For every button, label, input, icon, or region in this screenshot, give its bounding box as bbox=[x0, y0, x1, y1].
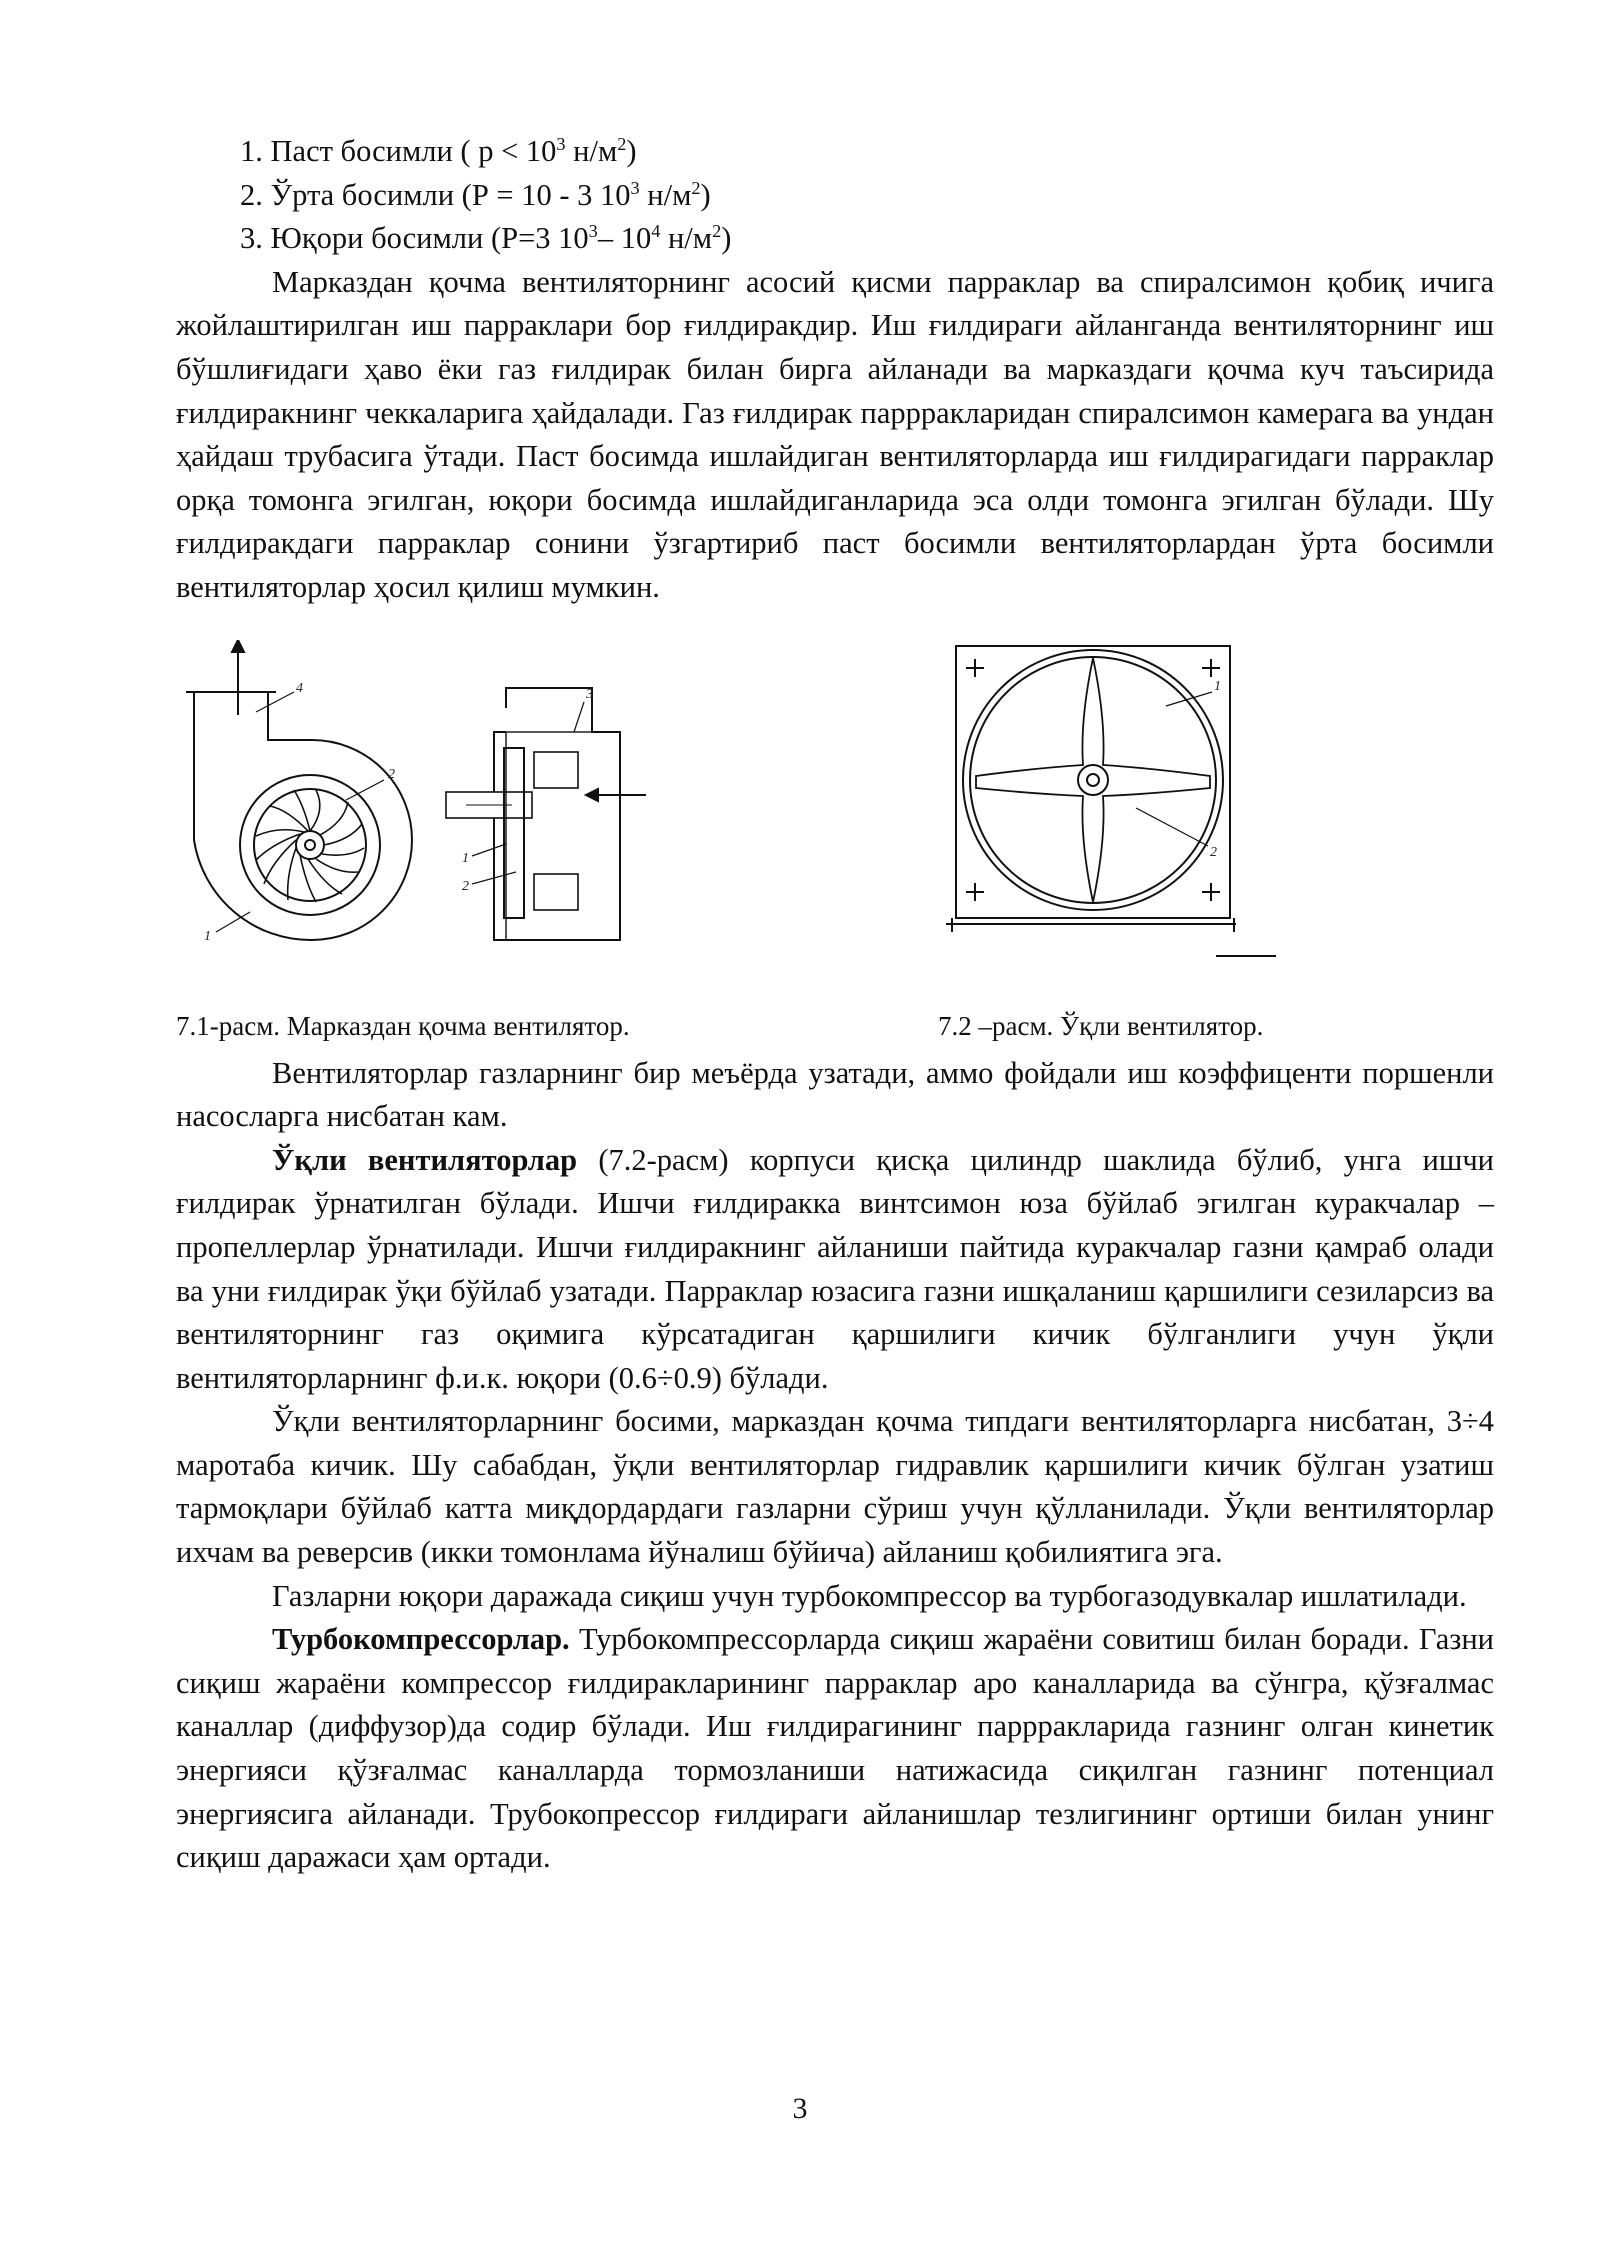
document-page bbox=[176, 130, 1494, 1880]
paragraph: Ўқли вентиляторлар (7.2-расм) корпуси қисқа цилиндр шаклида бўлиб, унга ишчи ғилдирак ўрнатилган бўлади. Ишчи ғилдиракка винтсимон юза бўйлаб эгилган куракчалар – пропеллерлар ўрнатилади. Ишчи ғилдиракнинг айланиши пайтида куракчалар газни қамраб олади ва уни ғилдирак ўқи бўйлаб узатади. Парраклар юзасига газни ишқаланиш қаршилиги сезиларсиз ва вентиляторнинг газ оқимига кўрсатадиган қаршилиги кичик бўлганлиги учун ўқли вентиляторларнинг ф.и.к. юқори (0.6÷0.9) бўлади. bbox=[176, 1142, 1494, 1395]
figures-row bbox=[176, 640, 1494, 960]
label-1: 1 bbox=[1214, 678, 1221, 694]
figure-caption: 7.1-расм. Марказдан қочма вентилятор. bbox=[176, 1010, 630, 1041]
label-2: 2 bbox=[1210, 844, 1217, 860]
label-1: 1 bbox=[462, 850, 469, 866]
paragraph: Вентиляторлар газларнинг бир меъёрда узатади, аммо фойдали иш коэффиценти поршенли насосларга нисбатан кам. bbox=[176, 1055, 1494, 1134]
list-item: 3. Юқори босимли (Р=3 $10^3-$ $10^4$ $н/м^2$) bbox=[240, 221, 732, 256]
term-heading: Ўқли вентиляторлар bbox=[272, 1142, 578, 1177]
page-number: 3 bbox=[792, 2092, 808, 2125]
paragraph: Марказдан қочма вентиляторнинг асосий қисми парраклар ва спиралсимон қобиқ ичига жойлаштирилган иш парраклари бор ғилдиракдир. Иш ғилдираги айланганда вентиляторнинг иш бўшлиғидаги ҳаво ёки газ ғилдирак билан бирга айланади ва марказдаги қочма куч таъсирида ғилдиракнинг чеккаларига ҳайдалади. Газ ғилдирак паррракларидан спиралсимон камерага ва ундан ҳайдаш трубасига ўтади. Паст босимда ишлайдиган вентиляторларда иш ғилдирагидаги парраклар орқа томонга эгилган, юқори босимда ишлайдиганларида эса олди томонга эгилган бўлади. Шу ғилдиракдаги парраклар сонини ўзгартириб паст босимли вентиляторлардан ўрта босимли вентиляторлар ҳосил қилиш мумкин. bbox=[176, 264, 1494, 604]
label-2: 2 bbox=[462, 878, 469, 894]
label-2: 2 bbox=[388, 766, 395, 782]
label-3: 3 bbox=[586, 686, 593, 702]
paragraph: Турбокомпрессорлар. Турбокомпрессорларда сиқиш жараёни совитиш билан боради. Газни сиқиш жараёни компрессор ғилдиракларининг парраклар аро каналларида ва сўнгра, қўзғалмас каналлар (диффузор)да содир бўлади. Иш ғилдирагининг паррракларида газнинг олган кинетик энергияси қўзғалмас каналларда тормозланиши натижасида сиқилган газнинг потенциал энергиясига айланади. Трубокопрессор ғилдираги айланишлар тезлигининг ортиши билан унинг сиқиш даражаси ҳам ортади. bbox=[176, 1622, 1494, 1875]
list-item: 2. Ўрта босимли (Р = 10 - 3 $10^3$ $н/м^2$) bbox=[240, 177, 711, 212]
paragraph: Ўқли вентиляторларнинг босими, марказдан қочма типдаги вентиляторларга нисбатан, 3÷4 маротаба кичик. Шу сабабдан, ўқли вентиляторлар гидравлик қаршилиги кичик бўлган узатиш тармоқлари бўйлаб катта миқдордардаги газларни сўриш учун қўлланилади. Ўқли вентиляторлар ихчам ва реверсив (икки томонлама йўналиш бўйича) айланиш қобилиятига эга. bbox=[176, 1404, 1494, 1570]
paragraph: Газларни юқори даражада сиқиш учун турбокомпрессор ва турбогазодувкалар ишлатилади. bbox=[272, 1578, 1467, 1613]
figure-caption: 7.2 –расм. Ўқли вентилятор. bbox=[938, 1010, 1264, 1041]
captions-row bbox=[176, 1008, 1494, 1052]
label-1: 1 bbox=[204, 928, 211, 944]
list-item: 1. Паст босимли ( $р < 10^3$ $н/м^2$) bbox=[240, 133, 637, 168]
axial-fan-figure bbox=[946, 640, 1466, 970]
label-4: 4 bbox=[296, 680, 303, 696]
term-heading: Турбокомпрессорлар. bbox=[272, 1622, 570, 1657]
centrifugal-fan-figure bbox=[176, 640, 676, 960]
